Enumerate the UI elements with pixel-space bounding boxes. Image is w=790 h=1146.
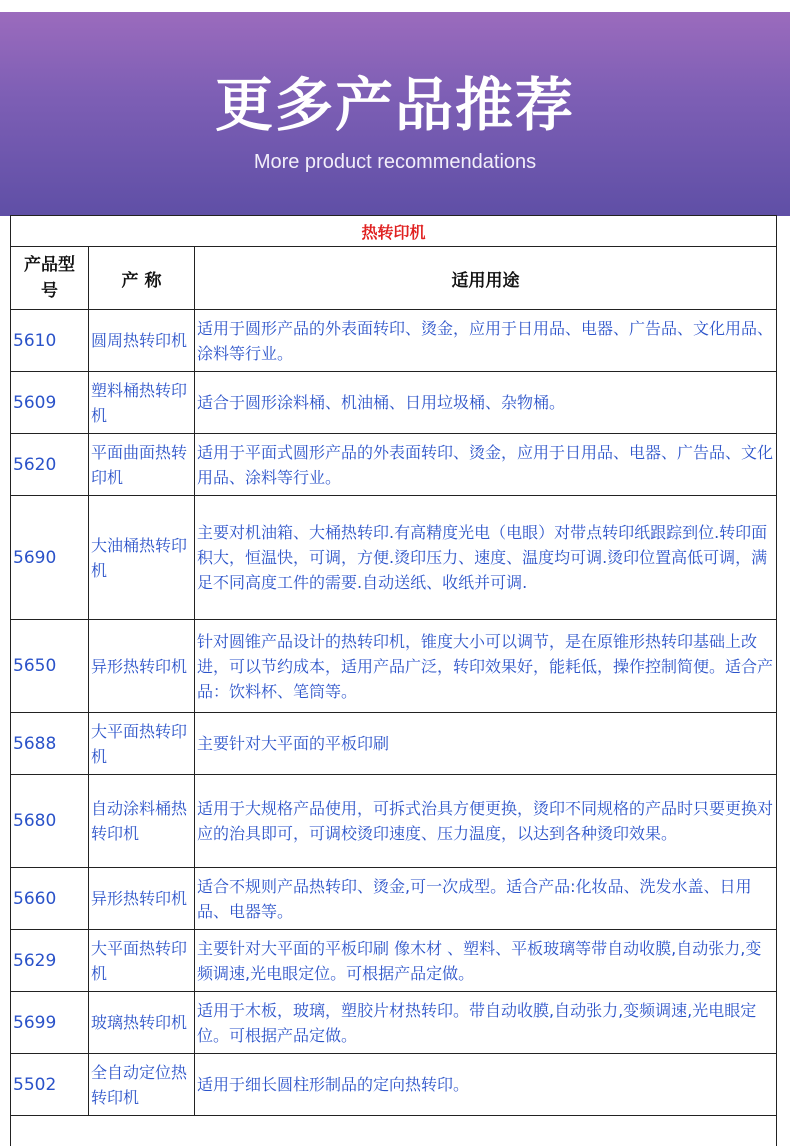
product-use-cell: 适合于圆形涂料桶、机油桶、日用垃圾桶、杂物桶。 xyxy=(195,372,777,434)
product-name-cell: 圆周热转印机 xyxy=(89,310,195,372)
table-trailing-cell xyxy=(11,1116,777,1146)
table-row xyxy=(11,930,777,992)
page-subtitle: More product recommendations xyxy=(0,151,790,174)
product-use-cell: 适用于圆形产品的外表面转印、烫金，应用于日用品、电器、广告品、文化用品、涂料等行业。 xyxy=(195,310,777,372)
table-row xyxy=(11,620,777,713)
table-caption: 热转印机 xyxy=(11,216,777,247)
product-use-cell: 适用于细长圆柱形制品的定向热转印。 xyxy=(195,1054,777,1116)
product-use-cell: 针对圆锥产品设计的热转印机，锥度大小可以调节，是在原锥形热转印基础上改进，可以节约成本，适用产品广泛，转印效果好，能耗低，操作控制简便。适合产品：饮料杯、笔筒等。 xyxy=(195,620,777,713)
product-name-cell: 异形热转印机 xyxy=(89,620,195,713)
product-model-cell: 5650 xyxy=(11,620,89,713)
product-model-cell: 5688 xyxy=(11,713,89,775)
product-name-cell: 自动涂料桶热转印机 xyxy=(89,775,195,868)
product-name-cell: 大平面热转印机 xyxy=(89,713,195,775)
product-name-cell: 塑料桶热转印机 xyxy=(89,372,195,434)
product-table-container xyxy=(10,215,776,1146)
table-row xyxy=(11,713,777,775)
product-table xyxy=(10,215,777,1146)
header-banner xyxy=(0,12,790,216)
product-name-cell: 平面曲面热转印机 xyxy=(89,434,195,496)
table-row xyxy=(11,868,777,930)
product-name-cell: 异形热转印机 xyxy=(89,868,195,930)
table-trailing-row xyxy=(11,1116,777,1146)
product-use-cell: 适用于平面式圆形产品的外表面转印、烫金，应用于日用品、电器、广告品、文化用品、涂料等行业。 xyxy=(195,434,777,496)
column-header-use: 适用用途 xyxy=(195,247,777,310)
table-row xyxy=(11,775,777,868)
table-caption-row xyxy=(11,216,777,247)
product-model-cell: 5610 xyxy=(11,310,89,372)
product-model-cell: 5680 xyxy=(11,775,89,868)
product-model-cell: 5690 xyxy=(11,496,89,620)
product-model-cell: 5629 xyxy=(11,930,89,992)
product-use-cell: 适用于大规格产品使用，可拆式治具方便更换，烫印不同规格的产品时只要更换对应的治具即可，可调校烫印速度、压力温度，以达到各种烫印效果。 xyxy=(195,775,777,868)
product-use-cell: 主要针对大平面的平板印刷 像木材 、塑料、平板玻璃等带自动收膜,自动张力,变频调速,光电眼定位。可根据产品定做。 xyxy=(195,930,777,992)
product-use-cell: 主要对机油箱、大桶热转印.有高精度光电（电眼）对带点转印纸跟踪到位.转印面积大，恒温快，可调，方便.烫印压力、速度、温度均可调.烫印位置高低可调，满足不同高度工件的需要.自动送纸、收纸并可调. xyxy=(195,496,777,620)
column-header-model: 产品型号 xyxy=(11,247,89,310)
table-row xyxy=(11,310,777,372)
table-row xyxy=(11,434,777,496)
column-header-name: 产 称 xyxy=(89,247,195,310)
product-name-cell: 玻璃热转印机 xyxy=(89,992,195,1054)
table-row xyxy=(11,496,777,620)
product-model-cell: 5502 xyxy=(11,1054,89,1116)
product-model-cell: 5660 xyxy=(11,868,89,930)
product-use-cell: 适合不规则产品热转印、烫金,可一次成型。适合产品:化妆品、洗发水盖、日用品、电器等。 xyxy=(195,868,777,930)
product-model-cell: 5699 xyxy=(11,992,89,1054)
table-row xyxy=(11,372,777,434)
table-row xyxy=(11,1054,777,1116)
page-title: 更多产品推荐 xyxy=(0,58,790,142)
product-use-cell: 适用于木板，玻璃，塑胶片材热转印。带自动收膜,自动张力,变频调速,光电眼定位。可根据产品定做。 xyxy=(195,992,777,1054)
product-name-cell: 大油桶热转印机 xyxy=(89,496,195,620)
product-use-cell: 主要针对大平面的平板印刷 xyxy=(195,713,777,775)
product-name-cell: 全自动定位热转印机 xyxy=(89,1054,195,1116)
product-name-cell: 大平面热转印机 xyxy=(89,930,195,992)
table-header-row xyxy=(11,247,777,310)
product-model-cell: 5620 xyxy=(11,434,89,496)
product-model-cell: 5609 xyxy=(11,372,89,434)
table-row xyxy=(11,992,777,1054)
